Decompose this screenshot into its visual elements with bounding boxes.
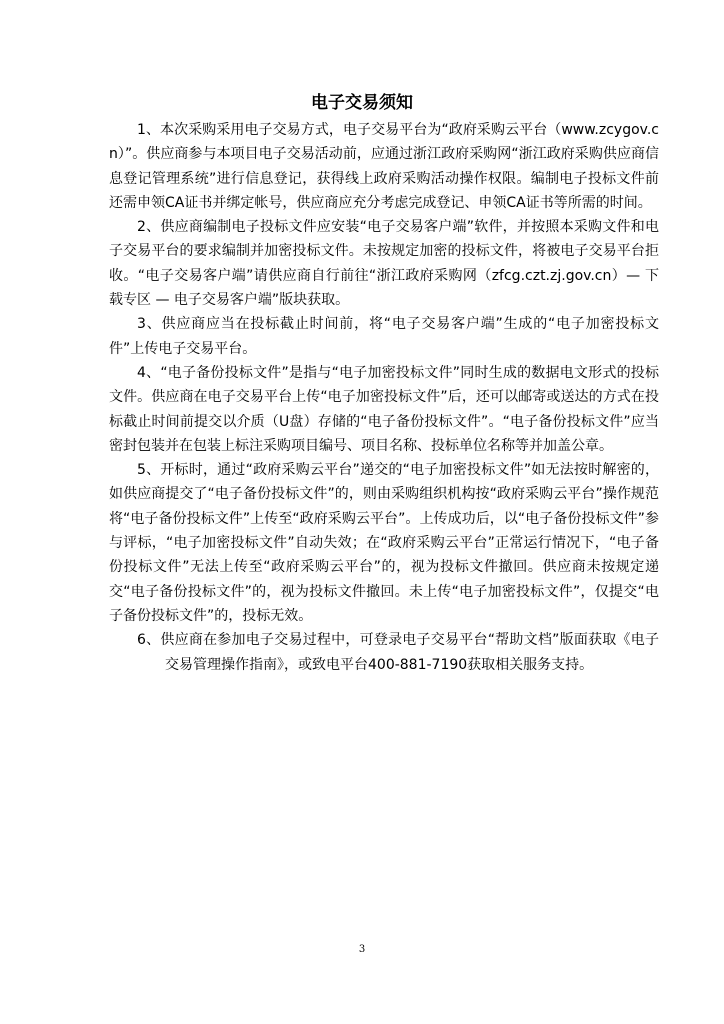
paragraph-3: 3、供应商应当在投标截止时间前，将“电子交易客户端”生成的“电子加密投标文件”上传电子交易平台。 xyxy=(109,316,659,357)
paragraph-1: 1、本次采购采用电子交易方式，电子交易平台为“政府采购云平台（www.zcygov.cn）”。供应商参与本项目电子交易活动前，应通过浙江政府采购网“浙江政府采购供应商信息登记管理系统”进行信息登记，获得线上政府采购活动操作权限。编制电子投标文件前还需申领CA证书并绑定帐号，供应商应充分考虑完成登记、申领CA证书等所需的时间。 xyxy=(109,122,659,211)
paragraph-4: 4、“电子备份投标文件”是指与“电子加密投标文件”同时生成的数据电文形式的投标文件。供应商在电子交易平台上传“电子加密投标文件”后，还可以邮寄或送达的方式在投标截止时间前提交以介质（U盘）存储的“电子备份投标文件”。“电子备份投标文件”应当密封包装并在包装上标注采购项目编号、项目名称、投标单位名称等并加盖公章。 xyxy=(109,364,659,454)
paragraph-6: 6、供应商在参加电子交易过程中，可登录电子交易平台“帮助文档”版面获取《电子交易管理操作指南》，或致电平台400-881-7190获取相关服务支持。 xyxy=(137,632,659,673)
page-number: 3 xyxy=(358,944,366,955)
paragraph-5: 5、开标时，通过“政府采购云平台”递交的“电子加密投标文件”如无法按时解密的，如供应商提交了“电子备份投标文件”的，则由采购组织机构按“政府采购云平台”操作规范将“电子备份投标文件”上传至“政府采购云平台”。上传成功后，以“电子备份投标文件”参与评标，“电子加密投标文件”自动失效；在“政府采购云平台”正常运行情况下，“电子备份投标文件”无法上传至“政府采购云平台”的，视为投标文件撤回。供应商未按规定递交“电子备份投标文件”的，视为投标文件撤回。未上传“电子加密投标文件”，仅提交“电子备份投标文件”的，投标无效。 xyxy=(109,462,659,624)
page-title: 电子交易须知 xyxy=(311,93,413,113)
document-body xyxy=(109,118,659,677)
paragraph-2: 2、供应商编制电子投标文件应安装“电子交易客户端”软件，并按照本采购文件和电子交易平台的要求编制并加密投标文件。未按规定加密的投标文件，将被电子交易平台拒收。“电子交易客户端”请供应商自行前往“浙江政府采购网（zfcg.czt.zj.gov.cn）— 下载专区 — 电子交易客户端”版块获取。 xyxy=(109,219,659,309)
